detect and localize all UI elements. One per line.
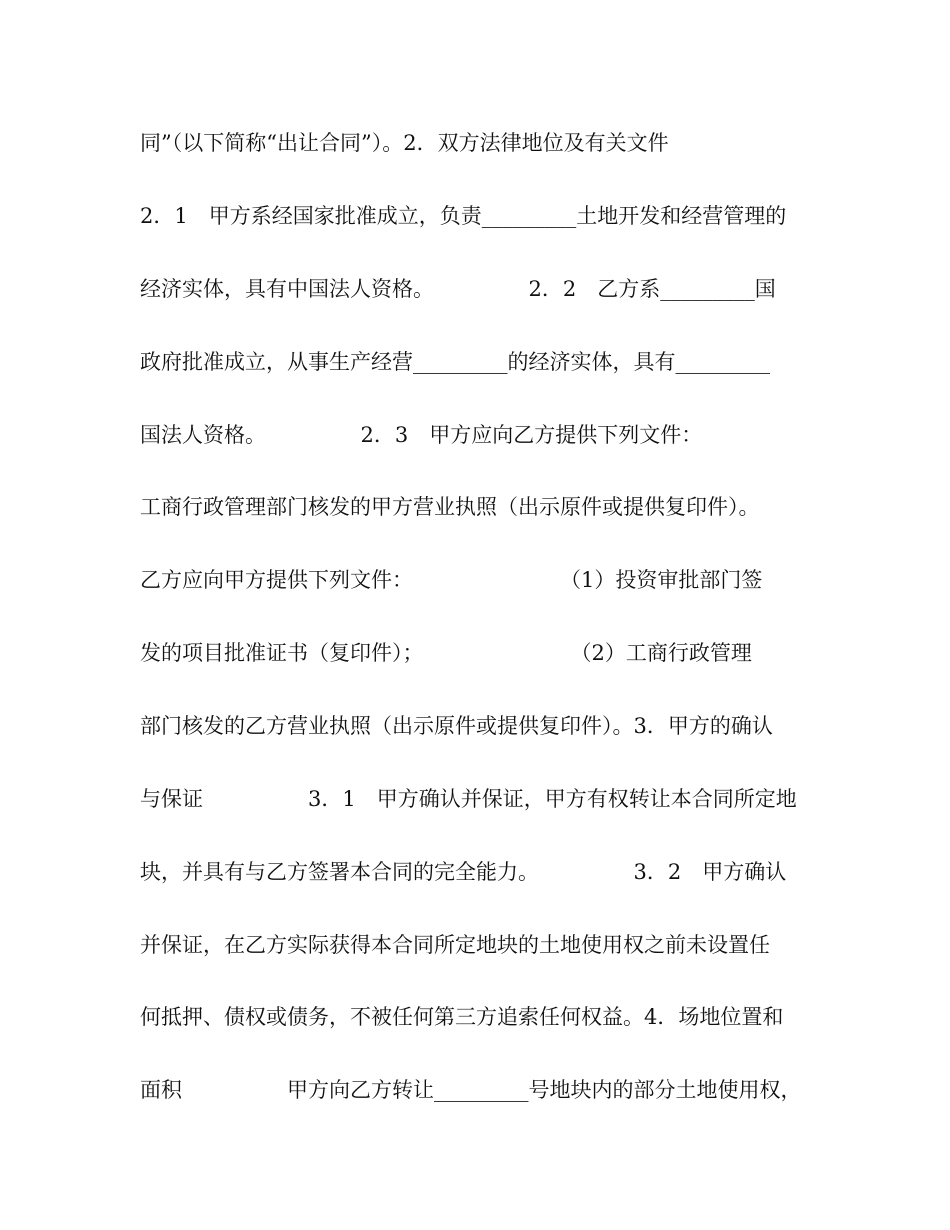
- text-line-7: 乙方应向甲方提供下列文件： （1）投资审批部门签: [140, 568, 763, 592]
- text-line-3: 经济实体，具有中国法人资格。 2．2 乙方系_________国: [140, 277, 776, 301]
- text-line-12: 并保证，在乙方实际获得本合同所定地块的土地使用权之前未设置任: [140, 933, 770, 957]
- text-line-5: 国法人资格。 2．3 甲方应向乙方提供下列文件：: [140, 423, 703, 447]
- text-line-9: 部门核发的乙方营业执照（出示原件或提供复印件）。3．甲方的确认: [140, 714, 773, 738]
- text-line-4: 政府批准成立，从事生产经营_________的经济实体，具有_________: [140, 350, 770, 374]
- text-line-14: 面积 甲方向乙方转让_________号地块内的部分土地使用权，: [140, 1078, 802, 1102]
- text-line-10: 与保证 3．1 甲方确认并保证，甲方有权转让本合同所定地: [140, 787, 797, 811]
- text-line-13: 何抵押、债权或债务，不被任何第三方追索任何权益。4．场地位置和: [140, 1005, 784, 1029]
- text-line-8: 发的项目批准证书（复印件）； （2）工商行政管理: [140, 641, 752, 665]
- text-line-6: 工商行政管理部门核发的甲方营业执照（出示原件或提供复印件）。: [140, 495, 760, 519]
- text-line-11: 块，并具有与乙方签署本合同的完全能力。 3．2 甲方确认: [140, 860, 787, 884]
- text-line-1: 同”（以下简称“出让合同”）。2．双方法律地位及有关文件: [140, 131, 669, 155]
- text-line-2: 2．1 甲方系经国家批准成立，负责_________土地开发和经营管理的: [140, 204, 787, 228]
